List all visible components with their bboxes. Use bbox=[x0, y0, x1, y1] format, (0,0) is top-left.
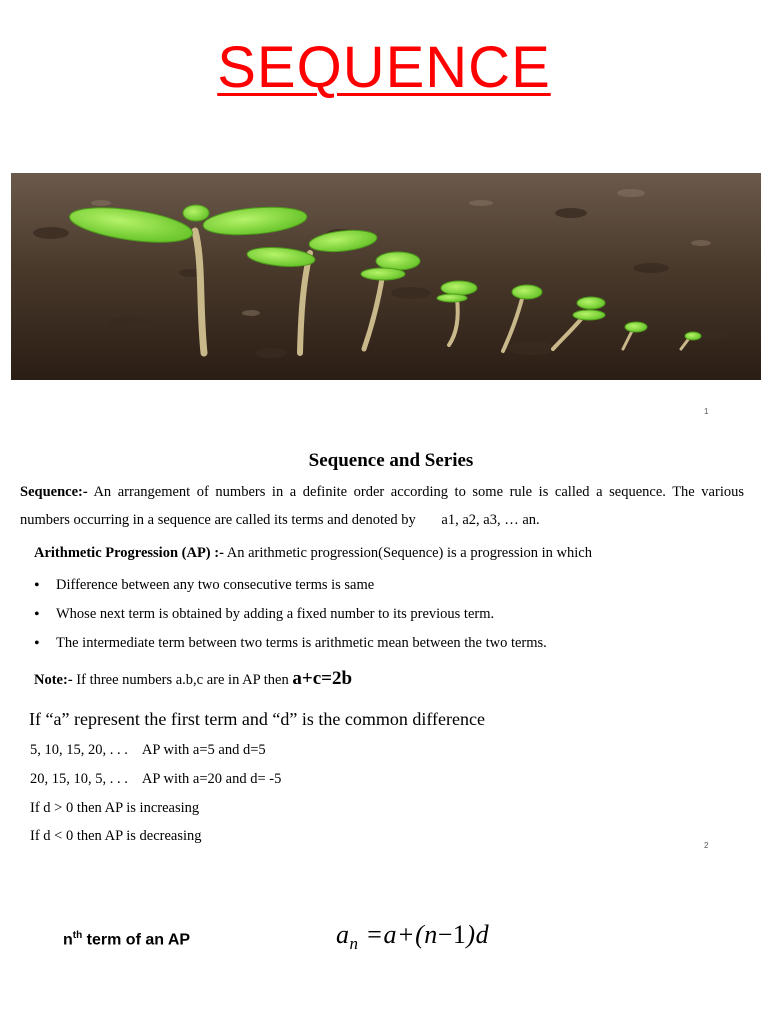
seedlings-image bbox=[11, 173, 761, 380]
note-label: Note:- bbox=[34, 672, 73, 688]
example-1-sequence: 5, 10, 15, 20, . . . bbox=[30, 742, 128, 758]
list-item: • Whose next term is obtained by adding a fixed number to its previous term. bbox=[34, 600, 547, 629]
list-item: • The intermediate term between two terms is arithmetic mean between the two terms. bbox=[34, 629, 547, 658]
increasing-rule: If d > 0 then AP is increasing bbox=[30, 800, 200, 816]
example-2-description: AP with a=20 and d= -5 bbox=[141, 771, 282, 787]
page-number-1: 1 bbox=[704, 407, 709, 416]
note-formula: a+c=2b bbox=[292, 668, 353, 689]
page-number-2: 2 bbox=[704, 841, 709, 850]
example-1 bbox=[30, 742, 266, 759]
example-2 bbox=[30, 771, 281, 788]
note bbox=[34, 668, 352, 690]
seedlings-illustration bbox=[11, 173, 761, 380]
intro-line: If “a” represent the first term and “d” is the common difference bbox=[29, 709, 485, 729]
ap-label: Arithmetic Progression (AP) :- bbox=[34, 545, 224, 561]
nth-term-label: $n^{th}$ term of an AP bbox=[63, 930, 191, 949]
sequence-label: Sequence:- bbox=[20, 484, 88, 500]
example-1-description: AP with a=5 and d=5 bbox=[141, 742, 266, 758]
slide-title: SEQUENCE bbox=[217, 35, 551, 100]
ap-text: An arithmetic progression(Sequence) is a progression in which bbox=[226, 545, 592, 561]
note-text: If three numbers a.b,c are in AP then bbox=[76, 672, 289, 688]
example-2-sequence: 20, 15, 10, 5, . . . bbox=[30, 771, 128, 787]
sequence-definition bbox=[20, 478, 744, 534]
list-item: • Difference between any two consecutive terms is same bbox=[34, 571, 547, 600]
sequence-text: An arrangement of numbers in a definite order according to some rule is called a sequence. The various numbers occurring in a sequence are called its terms and denoted by bbox=[20, 484, 744, 528]
decreasing-rule: If d < 0 then AP is decreasing bbox=[30, 828, 202, 844]
sequence-terms: a1, a2, a3, … an. bbox=[441, 512, 540, 528]
ap-properties-list bbox=[34, 571, 547, 658]
nth-term-formula: $a_n =a+(n-1)d$ bbox=[336, 920, 490, 954]
ap-definition bbox=[34, 545, 592, 562]
section-heading: Sequence and Series bbox=[308, 450, 474, 471]
